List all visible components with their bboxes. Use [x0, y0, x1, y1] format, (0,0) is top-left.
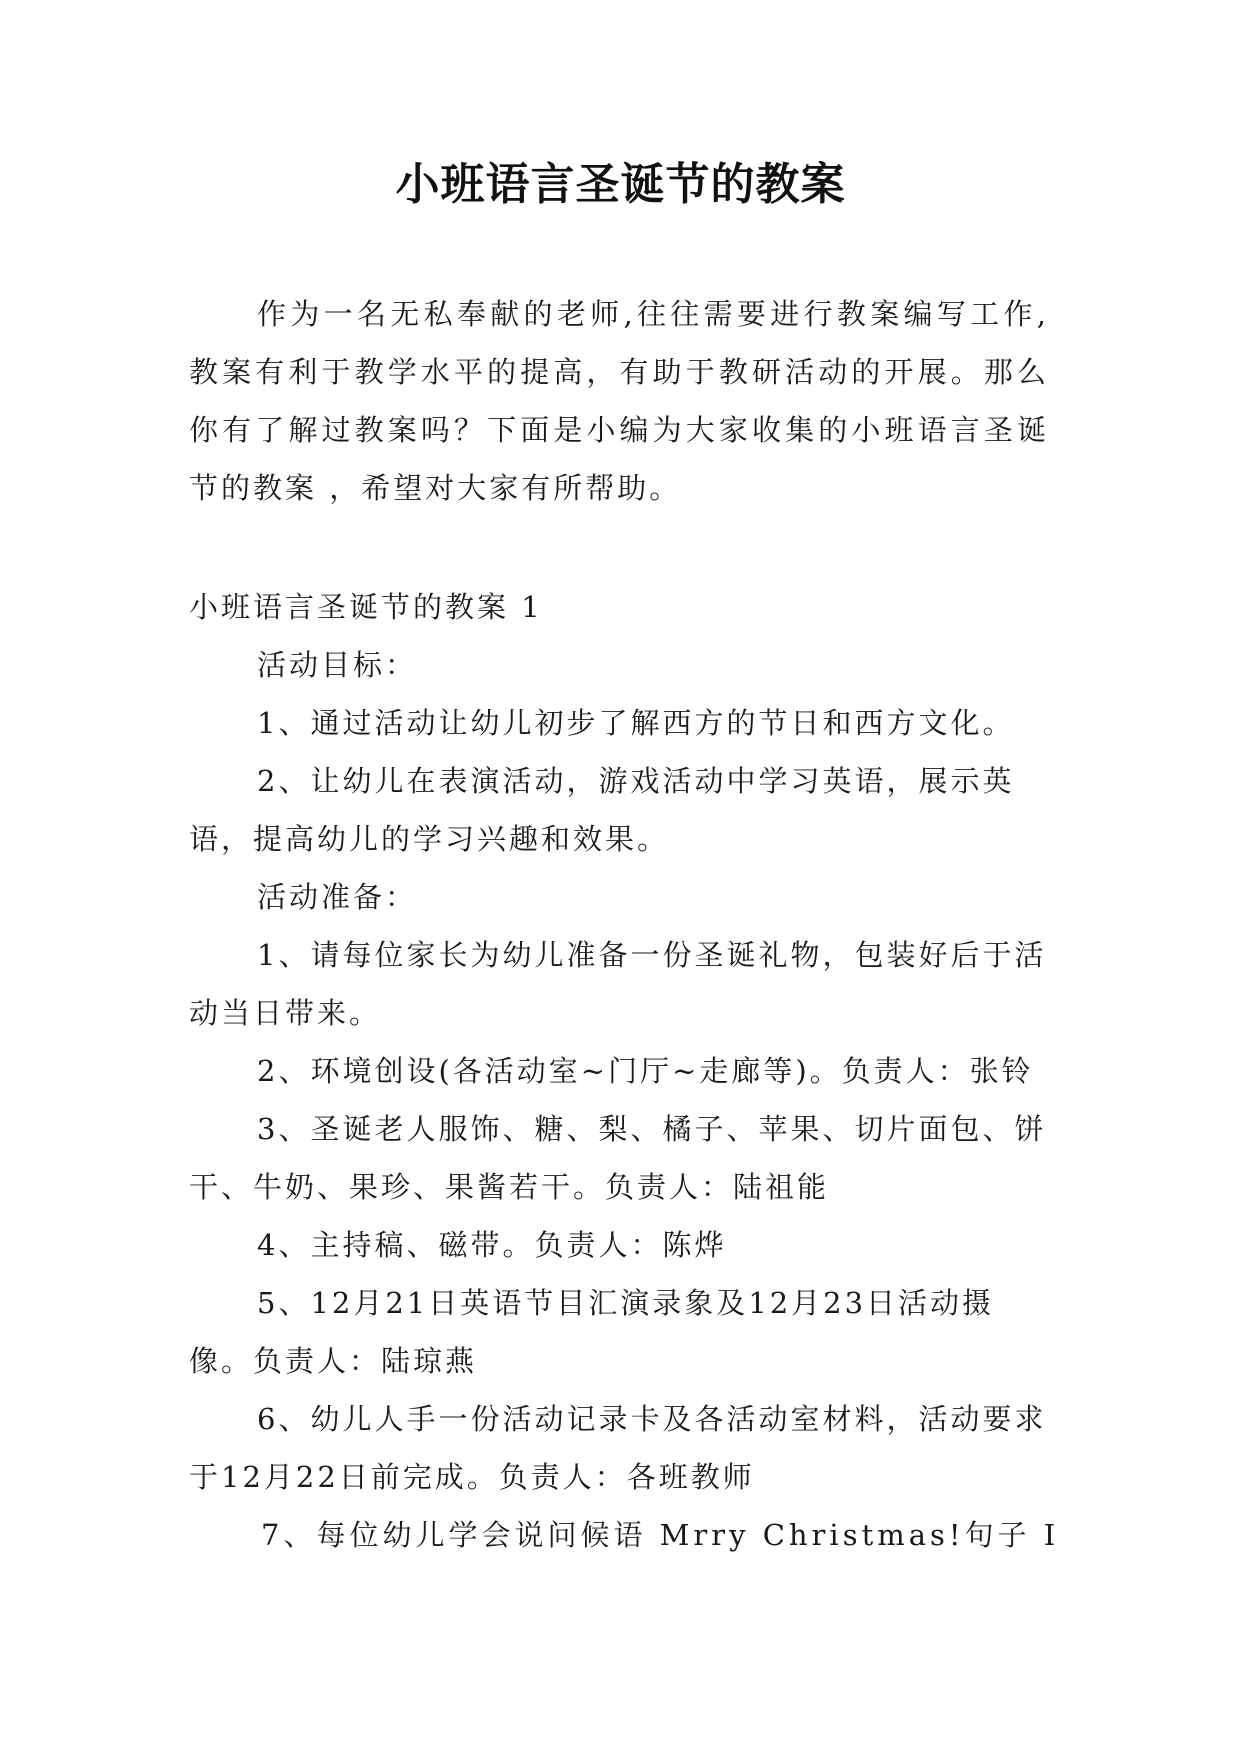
prep-item-6: 6、幼儿人手一份活动记录卡及各活动室材料，活动要求于12月22日前完成。负责人：各班教师 [189, 1402, 1047, 1494]
lesson-plan-content [189, 578, 1060, 1564]
goals-label: 活动目标： [257, 648, 418, 682]
prep-item-3: 3、圣诞老人服饰、糖、梨、橘子、苹果、切片面包、饼干、牛奶、果珍、果酱若干。负责人：陆祖能 [189, 1112, 1047, 1204]
document-title: 小班语言圣诞节的教案 [395, 159, 846, 210]
prep-item-1: 1、请每位家长为幼儿准备一份圣诞礼物，包装好后于活动当日带来。 [189, 938, 1047, 1030]
goal-item-2: 2、让幼儿在表演活动，游戏活动中学习英语，展示英语，提高幼儿的学习兴趣和效果。 [189, 764, 1015, 856]
prep-item-7: 7、每位幼儿学会说问候语 Mrry Christmas!句子 I [261, 1518, 1060, 1552]
section-heading: 小班语言圣诞节的教案 1 [189, 590, 543, 624]
prep-item-5: 5、12月21日英语节目汇演录象及12月23日活动摄像。负责人：陆琼燕 [189, 1286, 995, 1378]
intro-paragraph: 作为一名无私奉献的老师,往往需要进行教案编写工作,教案有利于教学水平的提高，有助于教研活动的开展。那么你有了解过教案吗？下面是小编为大家收集的小班语言圣诞节的教案 ，希望对大家有所帮助。 [189, 297, 1049, 505]
prep-item-2: 2、环境创设(各活动室~门厅~走廊等)。负责人：张铃 [257, 1054, 1034, 1088]
prep-item-4: 4、主持稿、磁带。负责人：陈烨 [257, 1228, 727, 1262]
prep-label: 活动准备： [257, 880, 418, 914]
goal-item-1: 1、通过活动让幼儿初步了解西方的节日和西方文化。 [257, 706, 1015, 740]
